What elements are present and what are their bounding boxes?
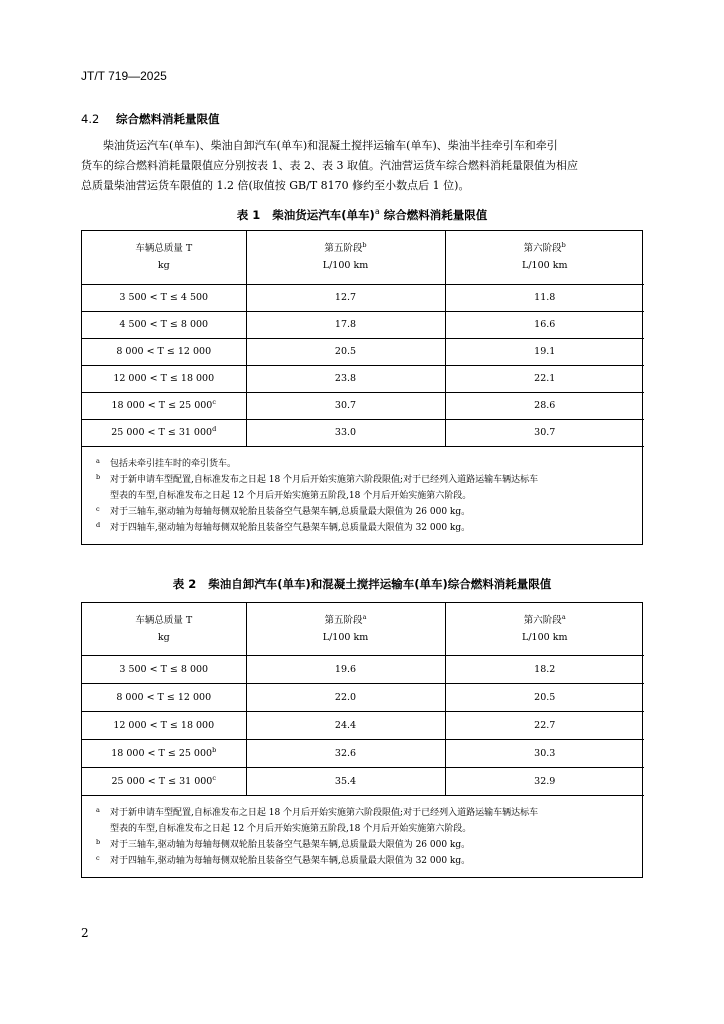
table-note: a 对于新申请车型配置,自标准发布之日起 18 个月后开始实施第六阶段限值;对于已经列入道路运输车辆达标车 型表的车型,自标准发布之日起 12 个月后开始实施第五阶段,18 个月后开始实施第六阶段。: [96, 805, 539, 834]
table-row: [82, 392, 644, 419]
stage5-cell: 33.0: [246, 419, 445, 446]
table1-caption: [0, 207, 724, 223]
stage6-cell: 19.1: [445, 338, 644, 365]
table-row: [82, 419, 644, 446]
table1-header-row: [82, 231, 644, 284]
table2-caption-label: 表 2: [172, 577, 197, 591]
stage6-cell: 30.7: [445, 419, 644, 446]
table-note: c 对于三轴车,驱动轴为每轴每侧双轮胎且装备空气悬架车辆,总质量最大限值为 26 000 kg。: [96, 504, 471, 517]
table-row: [82, 338, 644, 365]
table1-col-stage6: 第六阶段$^b$ L/100 km: [445, 231, 644, 284]
stage5-cell: 20.5: [246, 338, 445, 365]
table1-caption-label: 表 1: [236, 208, 261, 222]
table1-caption-title: 柴油货运汽车(单车): [272, 208, 375, 222]
stage6-cell: 11.8: [445, 284, 644, 311]
table1-caption-sup: a: [374, 207, 380, 217]
paragraph-line: 柴油货运汽车(单车)、柴油自卸汽车(单车)和混凝土搅拌运输车(单车)、柴油半挂牵引车和牵引: [103, 139, 558, 152]
section-title: 综合燃料消耗量限值: [116, 112, 220, 126]
paragraph-line: 总质量柴油营运货车限值的 1.2 倍(取值按 GB/T 8170 修约至小数点后 1 位)。: [81, 179, 470, 192]
stage6-cell: 16.6: [445, 311, 644, 338]
stage6-cell: 22.7: [445, 711, 644, 739]
table-row: [82, 284, 644, 311]
stage6-cell: 32.9: [445, 767, 644, 795]
table-row: [82, 767, 644, 795]
table-note: b 对于三轴车,驱动轴为每轴每侧双轮胎且装备空气悬架车辆,总质量最大限值为 26 000 kg。: [96, 837, 471, 850]
table2-caption-title: 柴油自卸汽车(单车)和混凝土搅拌运输车(单车)综合燃料消耗量限值: [208, 577, 552, 591]
stage5-cell: 24.4: [246, 711, 445, 739]
table-note: c 对于四轴车,驱动轴为每轴每侧双轮胎且装备空气悬架车辆,总质量最大限值为 32 000 kg。: [96, 853, 471, 866]
stage5-cell: 12.7: [246, 284, 445, 311]
table1: [81, 230, 643, 545]
document-id: JT/T 719—2025: [81, 69, 167, 83]
stage5-cell: 30.7: [246, 392, 445, 419]
stage5-cell: 17.8: [246, 311, 445, 338]
table-row: [82, 365, 644, 392]
stage6-cell: 18.2: [445, 655, 644, 683]
mass-range-cell: 8 000 < T ≤ 12 000: [82, 683, 246, 711]
table2-col-stage5: 第五阶段$^a$ L/100 km: [246, 603, 445, 655]
stage5-cell: 22.0: [246, 683, 445, 711]
table-row: [82, 739, 644, 767]
table2: [81, 602, 643, 878]
table1-caption-suffix: 综合燃料消耗量限值: [383, 208, 488, 222]
section-number: 4.2: [81, 112, 100, 126]
stage6-cell: 20.5: [445, 683, 644, 711]
paragraph-line: 货车的综合燃料消耗量限值应分别按表 1、表 2、表 3 取值。汽油营运货车综合燃料消耗量限值为相应: [81, 159, 578, 172]
mass-range-cell: 3 500 < T ≤ 8 000: [82, 655, 246, 683]
table1-col-mass: 车辆总质量 T kg: [82, 231, 246, 284]
table2-notes: [82, 796, 642, 877]
mass-range-cell: 25 000 < T ≤ 31 000$^d$: [82, 419, 246, 446]
table-note: d 对于四轴车,驱动轴为每轴每侧双轮胎且装备空气悬架车辆,总质量最大限值为 32 000 kg。: [96, 520, 471, 533]
table-note: b 对于新申请车型配置,自标准发布之日起 18 个月后开始实施第六阶段限值;对于已经列入道路运输车辆达标车 型表的车型,自标准发布之日起 12 个月后开始实施第五阶段,18 个月后开始实施第六阶段。: [96, 472, 539, 501]
table-note: a 包括未牵引挂车时的牵引货车。: [96, 456, 237, 469]
mass-range-cell: 12 000 < T ≤ 18 000: [82, 365, 246, 392]
table-row: [82, 683, 644, 711]
stage5-cell: 23.8: [246, 365, 445, 392]
table2-header-row: [82, 603, 644, 655]
mass-range-cell: 4 500 < T ≤ 8 000: [82, 311, 246, 338]
table-row: [82, 311, 644, 338]
section-heading: [81, 111, 220, 127]
table1-col-stage5: 第五阶段$^b$ L/100 km: [246, 231, 445, 284]
table-row: [82, 711, 644, 739]
mass-range-cell: 3 500 < T ≤ 4 500: [82, 284, 246, 311]
page-number: 2: [81, 926, 89, 940]
table2-col-mass: 车辆总质量 T kg: [82, 603, 246, 655]
mass-range-cell: 18 000 < T ≤ 25 000$^c$: [82, 392, 246, 419]
stage6-cell: 28.6: [445, 392, 644, 419]
table2-caption: [0, 576, 724, 592]
table1-notes: [82, 447, 642, 544]
stage5-cell: 32.6: [246, 739, 445, 767]
mass-range-cell: 8 000 < T ≤ 12 000: [82, 338, 246, 365]
table-row: [82, 655, 644, 683]
stage6-cell: 30.3: [445, 739, 644, 767]
mass-range-cell: 18 000 < T ≤ 25 000$^b$: [82, 739, 246, 767]
table2-col-stage6: 第六阶段$^a$ L/100 km: [445, 603, 644, 655]
stage6-cell: 22.1: [445, 365, 644, 392]
stage5-cell: 19.6: [246, 655, 445, 683]
mass-range-cell: 12 000 < T ≤ 18 000: [82, 711, 246, 739]
mass-range-cell: 25 000 < T ≤ 31 000$^c$: [82, 767, 246, 795]
stage5-cell: 35.4: [246, 767, 445, 795]
section-paragraph: [81, 136, 643, 196]
